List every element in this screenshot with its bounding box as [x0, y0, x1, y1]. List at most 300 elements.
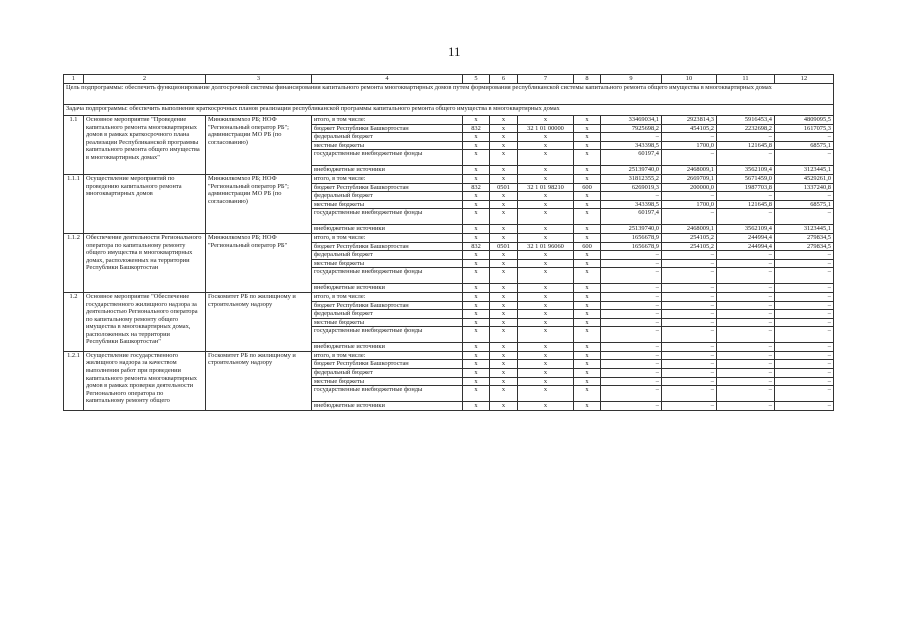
col-number: 6: [490, 75, 518, 84]
amount-cell: 2923814,3: [662, 116, 717, 125]
amount-cell: 200000,0: [662, 183, 717, 192]
budget-code: х: [518, 141, 574, 150]
amount-cell: –: [662, 377, 717, 386]
funding-source: внебюджетные источники: [312, 166, 463, 175]
amount-cell: 2669709,1: [662, 174, 717, 183]
budget-code: х: [574, 284, 601, 293]
amount-cell: –: [601, 284, 662, 293]
budget-code: х: [463, 284, 490, 293]
budget-code: х: [463, 166, 490, 175]
funding-source: бюджет Республики Башкортостан: [312, 360, 463, 369]
budget-code: х: [574, 150, 601, 166]
budget-code: х: [490, 209, 518, 225]
budget-code: х: [490, 192, 518, 201]
activity-name: Осуществление мероприятий по проведению капитального ремонта многоквартирных домов: [84, 174, 206, 233]
budget-code: х: [463, 259, 490, 268]
budget-code: х: [574, 124, 601, 133]
budget-code: х: [490, 343, 518, 352]
amount-cell: –: [775, 327, 834, 343]
budget-code: х: [518, 284, 574, 293]
funding-table: [63, 74, 834, 411]
col-number: 3: [206, 75, 312, 84]
funding-source: итого, в том числе:: [312, 233, 463, 242]
budget-code: х: [574, 318, 601, 327]
budget-code: х: [490, 360, 518, 369]
amount-cell: –: [775, 343, 834, 352]
budget-code: х: [463, 327, 490, 343]
funding-source: бюджет Республики Башкортостан: [312, 124, 463, 133]
amount-cell: –: [775, 386, 834, 402]
amount-cell: –: [601, 386, 662, 402]
budget-code: х: [518, 233, 574, 242]
budget-code: х: [518, 301, 574, 310]
funding-source: внебюджетные источники: [312, 225, 463, 234]
budget-code: 32 1 01 98210: [518, 183, 574, 192]
budget-code: х: [574, 200, 601, 209]
budget-code: х: [463, 141, 490, 150]
amount-cell: –: [775, 310, 834, 319]
budget-code: х: [574, 377, 601, 386]
amount-cell: –: [601, 360, 662, 369]
budget-code: х: [574, 233, 601, 242]
budget-code: х: [574, 133, 601, 142]
budget-code: х: [463, 268, 490, 284]
amount-cell: –: [662, 150, 717, 166]
budget-code: х: [574, 225, 601, 234]
amount-cell: 6269019,3: [601, 183, 662, 192]
budget-code: х: [463, 377, 490, 386]
activity-number: 1.1.2: [64, 233, 84, 292]
amount-cell: –: [775, 351, 834, 360]
amount-cell: 5916453,4: [717, 116, 775, 125]
budget-code: х: [518, 327, 574, 343]
amount-cell: 1700,0: [662, 200, 717, 209]
budget-code: х: [574, 292, 601, 301]
activity-name: Обеспечение деятельности Регионального оператора по капитальному ремонту общего имущества в многоквартирных домах, расположенных на территории Республики Башкортостан: [84, 233, 206, 292]
amount-cell: –: [717, 284, 775, 293]
amount-cell: –: [717, 377, 775, 386]
budget-code: х: [463, 318, 490, 327]
funding-source: местные бюджеты: [312, 377, 463, 386]
budget-code: х: [490, 133, 518, 142]
budget-code: х: [518, 174, 574, 183]
funding-source: внебюджетные источники: [312, 343, 463, 352]
budget-code: х: [463, 174, 490, 183]
amount-cell: –: [601, 310, 662, 319]
budget-code: х: [463, 200, 490, 209]
budget-code: х: [490, 292, 518, 301]
executor: Минжилкомхоз РБ; НОФ "Региональный оператор РБ"; администрации МО РБ (по согласованию): [206, 116, 312, 175]
budget-code: х: [574, 251, 601, 260]
task-row: [64, 105, 834, 116]
budget-code: х: [490, 318, 518, 327]
amount-cell: –: [662, 284, 717, 293]
amount-cell: 454105,2: [662, 124, 717, 133]
funding-source: итого, в том числе:: [312, 292, 463, 301]
amount-cell: 3562109,4: [717, 166, 775, 175]
budget-code: х: [518, 133, 574, 142]
budget-code: х: [518, 225, 574, 234]
budget-code: х: [490, 351, 518, 360]
amount-cell: –: [662, 259, 717, 268]
budget-code: х: [574, 402, 601, 411]
executor: Минжилкомхоз РБ; НОФ "Региональный оператор РБ"; администрации МО РБ (по согласованию): [206, 174, 312, 233]
budget-code: х: [490, 166, 518, 175]
table-row: [64, 292, 834, 301]
amount-cell: –: [775, 251, 834, 260]
amount-cell: –: [717, 369, 775, 378]
funding-source: внебюджетные источники: [312, 284, 463, 293]
amount-cell: 279834,5: [775, 242, 834, 251]
funding-source: бюджет Республики Башкортостан: [312, 242, 463, 251]
amount-cell: –: [717, 192, 775, 201]
budget-code: х: [490, 327, 518, 343]
amount-cell: –: [662, 327, 717, 343]
amount-cell: 25139740,0: [601, 166, 662, 175]
table-row: [64, 174, 834, 183]
amount-cell: –: [775, 292, 834, 301]
amount-cell: –: [717, 318, 775, 327]
funding-source: итого, в том числе:: [312, 351, 463, 360]
amount-cell: 343398,5: [601, 141, 662, 150]
col-number: 2: [84, 75, 206, 84]
amount-cell: –: [775, 369, 834, 378]
budget-code: х: [518, 377, 574, 386]
funding-source: местные бюджеты: [312, 141, 463, 150]
funding-source: федеральный бюджет: [312, 251, 463, 260]
amount-cell: –: [717, 351, 775, 360]
amount-cell: –: [717, 310, 775, 319]
col-number: 11: [717, 75, 775, 84]
amount-cell: –: [601, 369, 662, 378]
program-table-sheet: [63, 74, 833, 411]
budget-code: х: [463, 150, 490, 166]
budget-code: 32 1 01 96060: [518, 242, 574, 251]
funding-source: государственные внебюджетные фонды: [312, 327, 463, 343]
budget-code: 0501: [490, 242, 518, 251]
amount-cell: –: [662, 343, 717, 352]
budget-code: х: [490, 369, 518, 378]
amount-cell: –: [601, 268, 662, 284]
budget-code: х: [490, 200, 518, 209]
amount-cell: 7925698,2: [601, 124, 662, 133]
amount-cell: –: [717, 360, 775, 369]
budget-code: х: [463, 225, 490, 234]
budget-code: х: [518, 369, 574, 378]
amount-cell: –: [662, 369, 717, 378]
budget-code: х: [518, 259, 574, 268]
budget-code: х: [574, 351, 601, 360]
budget-code: х: [490, 116, 518, 125]
funding-source: итого, в том числе:: [312, 174, 463, 183]
budget-code: х: [518, 150, 574, 166]
funding-source: государственные внебюджетные фонды: [312, 150, 463, 166]
amount-cell: –: [662, 318, 717, 327]
budget-code: х: [574, 116, 601, 125]
funding-source: федеральный бюджет: [312, 310, 463, 319]
amount-cell: –: [662, 386, 717, 402]
funding-source: государственные внебюджетные фонды: [312, 386, 463, 402]
budget-code: х: [518, 360, 574, 369]
budget-code: х: [463, 209, 490, 225]
col-number: 10: [662, 75, 717, 84]
budget-code: х: [518, 251, 574, 260]
amount-cell: –: [775, 209, 834, 225]
budget-code: 0501: [490, 183, 518, 192]
table-row: [64, 116, 834, 125]
budget-code: х: [518, 292, 574, 301]
amount-cell: 25139740,0: [601, 225, 662, 234]
budget-code: х: [490, 174, 518, 183]
amount-cell: –: [717, 150, 775, 166]
col-number: 4: [312, 75, 463, 84]
amount-cell: –: [775, 133, 834, 142]
amount-cell: –: [662, 402, 717, 411]
amount-cell: 1987703,8: [717, 183, 775, 192]
amount-cell: 1617075,3: [775, 124, 834, 133]
budget-code: х: [518, 343, 574, 352]
activity-number: 1.2.1: [64, 351, 84, 410]
amount-cell: 3562109,4: [717, 225, 775, 234]
amount-cell: –: [601, 351, 662, 360]
budget-code: 32 1 01 00000: [518, 124, 574, 133]
amount-cell: –: [775, 192, 834, 201]
col-number: 12: [775, 75, 834, 84]
amount-cell: 4809095,5: [775, 116, 834, 125]
amount-cell: 1337240,8: [775, 183, 834, 192]
amount-cell: –: [662, 360, 717, 369]
amount-cell: 244994,4: [717, 233, 775, 242]
executor: Госкомитет РБ по жилищному и строительному надзору: [206, 351, 312, 410]
budget-code: х: [574, 360, 601, 369]
activity-number: 1.1: [64, 116, 84, 175]
funding-source: местные бюджеты: [312, 200, 463, 209]
activity-name: Осуществление государственного жилищного надзора за качеством выполнения работ при проведении капитального ремонта многоквартирных домов в рамках проверки деятельности Регионального оператора по капитальному ремонту общего: [84, 351, 206, 410]
budget-code: х: [463, 343, 490, 352]
amount-cell: 2468009,1: [662, 166, 717, 175]
amount-cell: –: [601, 133, 662, 142]
activity-name: Основное мероприятие "Обеспечение государственного жилищного надзора за деятельностью Регионального оператора по капитальному ремонту общего имущества в многоквартирных домах, расположенных на территории Республики Башкортостан": [84, 292, 206, 351]
amount-cell: –: [662, 301, 717, 310]
amount-cell: 4529261,0: [775, 174, 834, 183]
funding-source: местные бюджеты: [312, 318, 463, 327]
amount-cell: –: [601, 259, 662, 268]
amount-cell: –: [775, 318, 834, 327]
funding-source: внебюджетные источники: [312, 402, 463, 411]
budget-code: 832: [463, 183, 490, 192]
amount-cell: –: [601, 251, 662, 260]
amount-cell: –: [717, 402, 775, 411]
amount-cell: 60197,4: [601, 150, 662, 166]
funding-source: государственные внебюджетные фонды: [312, 209, 463, 225]
budget-code: х: [490, 225, 518, 234]
budget-code: 600: [574, 183, 601, 192]
col-number: 7: [518, 75, 574, 84]
budget-code: х: [574, 268, 601, 284]
budget-code: х: [574, 386, 601, 402]
goal-row: [64, 84, 834, 105]
table-row: [64, 351, 834, 360]
table-row: [64, 233, 834, 242]
budget-code: х: [518, 192, 574, 201]
budget-code: х: [574, 369, 601, 378]
budget-code: х: [518, 166, 574, 175]
budget-code: х: [518, 200, 574, 209]
amount-cell: –: [717, 292, 775, 301]
col-number: 1: [64, 75, 84, 84]
funding-source: федеральный бюджет: [312, 192, 463, 201]
budget-code: х: [574, 166, 601, 175]
budget-code: х: [574, 174, 601, 183]
budget-code: х: [518, 310, 574, 319]
budget-code: х: [574, 209, 601, 225]
amount-cell: –: [717, 327, 775, 343]
amount-cell: –: [601, 327, 662, 343]
amount-cell: 5671459,0: [717, 174, 775, 183]
budget-code: х: [463, 301, 490, 310]
budget-code: х: [463, 251, 490, 260]
amount-cell: –: [601, 301, 662, 310]
amount-cell: 60197,4: [601, 209, 662, 225]
program-goal: Цель подпрограммы: обеспечить функционирование долгосрочной системы финансирования капитального ремонта многоквартирных домов путем формирования республиканской системы капитального ремонта общего имущества в многоквартирных домах: [64, 84, 834, 105]
amount-cell: –: [601, 402, 662, 411]
amount-cell: –: [662, 209, 717, 225]
amount-cell: 2468009,1: [662, 225, 717, 234]
budget-code: х: [518, 116, 574, 125]
budget-code: х: [463, 402, 490, 411]
amount-cell: 2232698,2: [717, 124, 775, 133]
funding-source: федеральный бюджет: [312, 133, 463, 142]
amount-cell: 68575,1: [775, 200, 834, 209]
budget-code: х: [463, 360, 490, 369]
amount-cell: 279834,5: [775, 233, 834, 242]
amount-cell: 31812355,2: [601, 174, 662, 183]
amount-cell: –: [662, 268, 717, 284]
budget-code: х: [490, 141, 518, 150]
col-number: 5: [463, 75, 490, 84]
amount-cell: –: [601, 377, 662, 386]
amount-cell: –: [662, 133, 717, 142]
funding-source: местные бюджеты: [312, 259, 463, 268]
amount-cell: 68575,1: [775, 141, 834, 150]
budget-code: х: [518, 209, 574, 225]
budget-code: х: [490, 124, 518, 133]
page-number: 11: [448, 44, 461, 59]
amount-cell: –: [717, 209, 775, 225]
amount-cell: –: [775, 360, 834, 369]
amount-cell: –: [717, 251, 775, 260]
amount-cell: –: [601, 343, 662, 352]
funding-source: бюджет Республики Башкортостан: [312, 301, 463, 310]
column-number-row: [64, 75, 834, 84]
budget-code: х: [574, 192, 601, 201]
budget-code: х: [490, 402, 518, 411]
budget-code: х: [518, 351, 574, 360]
amount-cell: 3123445,1: [775, 225, 834, 234]
col-number: 9: [601, 75, 662, 84]
budget-code: х: [518, 402, 574, 411]
budget-code: х: [463, 369, 490, 378]
executor: Госкомитет РБ по жилищному и строительному надзору: [206, 292, 312, 351]
activity-number: 1.2: [64, 292, 84, 351]
amount-cell: 1700,0: [662, 141, 717, 150]
budget-code: х: [490, 310, 518, 319]
amount-cell: –: [775, 259, 834, 268]
activity-number: 1.1.1: [64, 174, 84, 233]
budget-code: х: [490, 284, 518, 293]
budget-code: х: [463, 351, 490, 360]
budget-code: х: [490, 150, 518, 166]
funding-source: бюджет Республики Башкортостан: [312, 183, 463, 192]
amount-cell: 254105,2: [662, 242, 717, 251]
budget-code: х: [490, 301, 518, 310]
budget-code: х: [463, 310, 490, 319]
amount-cell: –: [717, 268, 775, 284]
amount-cell: –: [717, 133, 775, 142]
amount-cell: –: [717, 343, 775, 352]
col-number: 8: [574, 75, 601, 84]
budget-code: х: [463, 192, 490, 201]
amount-cell: 121645,8: [717, 200, 775, 209]
amount-cell: –: [775, 402, 834, 411]
amount-cell: 343398,5: [601, 200, 662, 209]
budget-code: х: [490, 251, 518, 260]
budget-code: х: [490, 377, 518, 386]
funding-source: итого, в том числе:: [312, 116, 463, 125]
budget-code: х: [463, 233, 490, 242]
budget-code: х: [518, 268, 574, 284]
amount-cell: –: [717, 259, 775, 268]
amount-cell: –: [775, 150, 834, 166]
budget-code: х: [518, 318, 574, 327]
amount-cell: –: [662, 310, 717, 319]
budget-code: х: [490, 268, 518, 284]
budget-code: х: [574, 301, 601, 310]
funding-source: государственные внебюджетные фонды: [312, 268, 463, 284]
budget-code: х: [463, 386, 490, 402]
amount-cell: –: [775, 268, 834, 284]
budget-code: х: [490, 259, 518, 268]
budget-code: х: [574, 327, 601, 343]
activity-name: Основное мероприятие "Проведение капитального ремонта многоквартирных домов в рамках краткосрочного плана реализации Республиканской программы капитального ремонта общего имущества в многоквартирных домах": [84, 116, 206, 175]
budget-code: 832: [463, 242, 490, 251]
amount-cell: –: [717, 386, 775, 402]
amount-cell: 121645,8: [717, 141, 775, 150]
amount-cell: 1656678,9: [601, 242, 662, 251]
amount-cell: –: [601, 192, 662, 201]
budget-code: х: [574, 343, 601, 352]
amount-cell: –: [662, 292, 717, 301]
budget-code: х: [574, 259, 601, 268]
budget-code: х: [574, 141, 601, 150]
amount-cell: 3123445,1: [775, 166, 834, 175]
amount-cell: –: [775, 301, 834, 310]
budget-code: х: [518, 386, 574, 402]
amount-cell: 244994,4: [717, 242, 775, 251]
funding-source: федеральный бюджет: [312, 369, 463, 378]
budget-code: х: [463, 116, 490, 125]
budget-code: х: [490, 233, 518, 242]
amount-cell: –: [717, 301, 775, 310]
amount-cell: –: [601, 292, 662, 301]
budget-code: х: [463, 292, 490, 301]
amount-cell: 1656678,9: [601, 233, 662, 242]
executor: Минжилкомхоз РБ; НОФ "Региональный оператор РБ": [206, 233, 312, 292]
budget-code: х: [490, 386, 518, 402]
amount-cell: –: [601, 318, 662, 327]
amount-cell: 254105,2: [662, 233, 717, 242]
amount-cell: 33469034,1: [601, 116, 662, 125]
